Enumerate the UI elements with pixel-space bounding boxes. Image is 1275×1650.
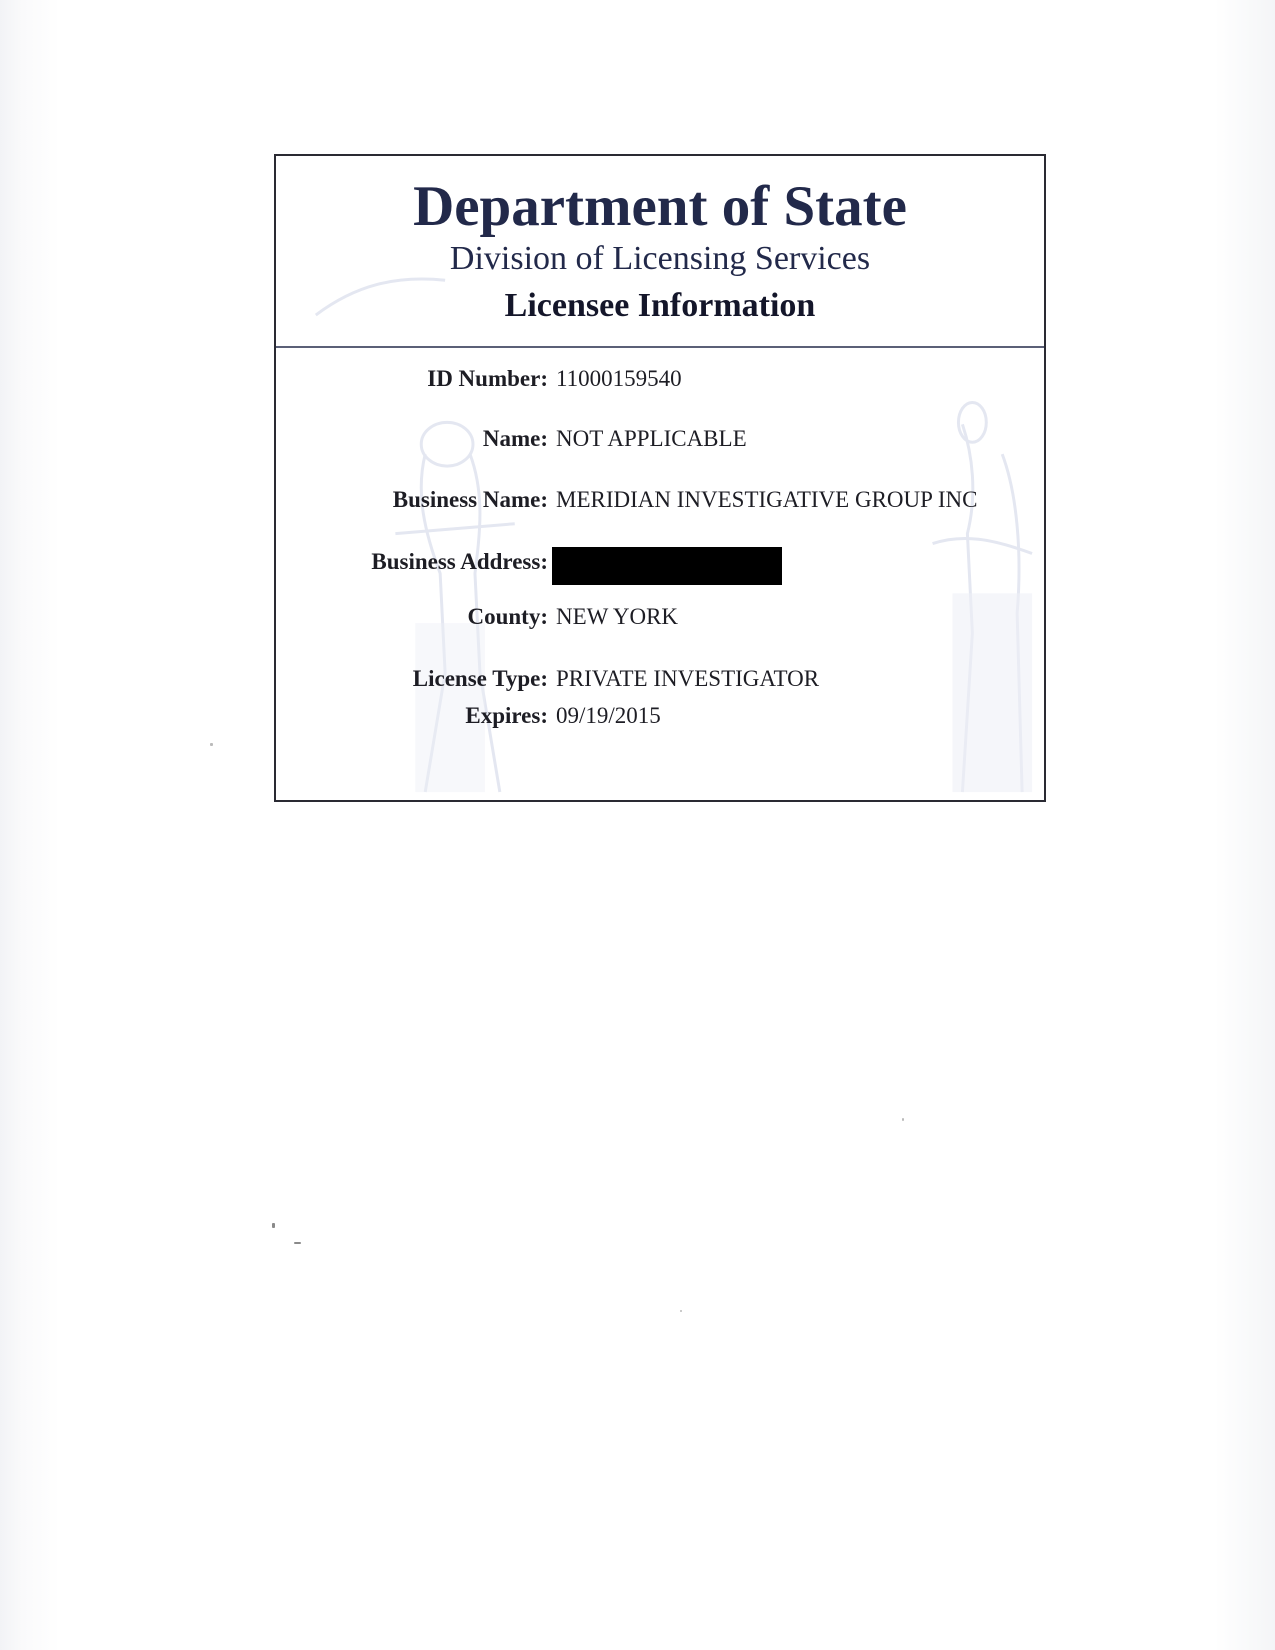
division-subtitle: Division of Licensing Services bbox=[449, 240, 871, 277]
field-label: Name: bbox=[482, 426, 548, 451]
licensee-card bbox=[274, 154, 1046, 802]
field-value: PRIVATE INVESTIGATOR bbox=[556, 666, 820, 691]
field-label: ID Number: bbox=[427, 366, 548, 391]
field-value: 09/19/2015 bbox=[556, 703, 661, 728]
field-id-number bbox=[276, 364, 1044, 394]
scan-speck bbox=[210, 743, 213, 746]
scan-speck bbox=[294, 1242, 301, 1244]
field-value: NEW YORK bbox=[556, 604, 679, 629]
field-value: MERIDIAN INVESTIGATIVE GROUP INC bbox=[556, 487, 978, 512]
card-header bbox=[276, 156, 1044, 348]
scan-speck bbox=[272, 1223, 275, 1228]
field-license-type bbox=[276, 664, 1044, 694]
scan-speck bbox=[902, 1118, 904, 1121]
field-name bbox=[276, 424, 1044, 454]
field-label: County: bbox=[467, 604, 548, 629]
field-business-name bbox=[276, 485, 1044, 515]
field-value: NOT APPLICABLE bbox=[556, 426, 747, 451]
redaction-bar bbox=[552, 547, 782, 585]
section-heading: Licensee Information bbox=[504, 287, 816, 324]
field-label: Expires: bbox=[465, 703, 548, 728]
field-label: Business Address: bbox=[371, 549, 548, 574]
field-county bbox=[276, 602, 1044, 632]
field-value: 11000159540 bbox=[556, 366, 682, 391]
field-label: License Type: bbox=[412, 666, 548, 691]
field-label: Business Name: bbox=[392, 487, 548, 512]
scan-speck bbox=[680, 1310, 682, 1312]
department-title: Department of State bbox=[413, 175, 907, 238]
field-expires bbox=[276, 701, 1044, 731]
